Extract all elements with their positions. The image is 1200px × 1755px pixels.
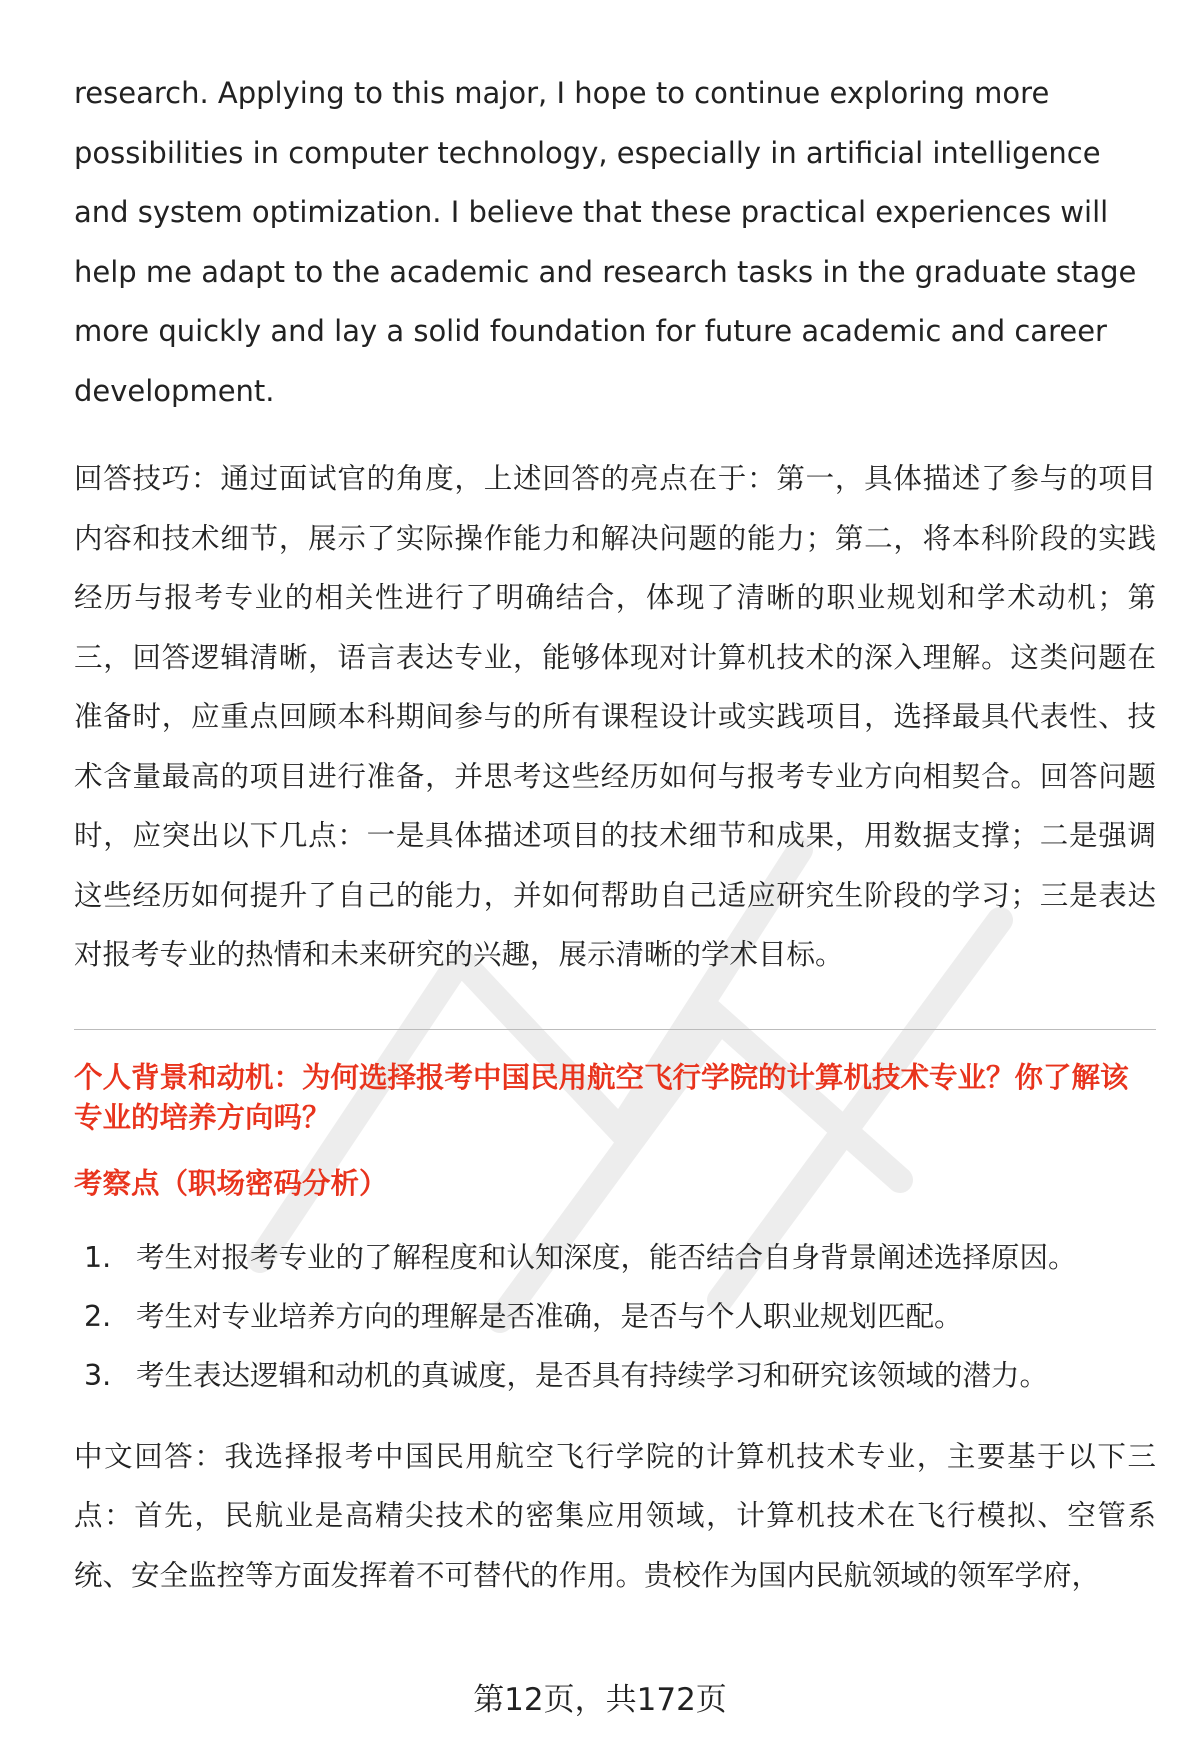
list-item xyxy=(74,1346,1156,1405)
question-heading: 个人背景和动机：为何选择报考中国民用航空飞行学院的计算机技术专业？你了解该专业的培养方向吗？ xyxy=(74,1060,1129,1134)
section-divider xyxy=(74,1029,1156,1030)
page-footer: 第12页，共172页 xyxy=(473,1682,727,1718)
list-text: 考生对报考专业的了解程度和认知深度，能否结合自身背景阐述选择原因。 xyxy=(136,1240,1077,1274)
list-item xyxy=(74,1228,1156,1287)
tips-text: 通过面试官的角度，上述回答的亮点在于：第一，具体描述了参与的项目内容和技术细节，展示了实际操作能力和解决问题的能力；第二，将本科阶段的实践经历与报考专业的相关性进行了明确结合，体现了清晰的职业规划和学术动机；第三，回答逻辑清晰，语言表达专业，能够体现对计算机技术的深入理解。这类问题在准备时，应重点回顾本科期间参与的所有课程设计或实践项目，选择最具代表性、技术含量最高的项目进行准备，并思考这些经历如何与报考专业方向相契合。回答问题时，应突出以下几点：一是具体描述项目的技术细节和成果，用数据支撑；二是强调这些经历如何提升了自己的能力，并如何帮助自己适应研究生阶段的学习；三是表达对报考专业的热情和未来研究的兴趣，展示清晰的学术目标。 xyxy=(74,462,1156,971)
answer-label: 中文回答： xyxy=(74,1439,225,1473)
list-number: 1. xyxy=(84,1240,112,1274)
list-item xyxy=(74,1287,1156,1346)
chinese-answer xyxy=(74,1427,1156,1606)
answer-text: 我选择报考中国民用航空飞行学院的计算机技术专业，主要基于以下三点：首先，民航业是高精尖技术的密集应用领域，计算机技术在飞行模拟、空管系统、安全监控等方面发挥着不可替代的作用。贵校作为国内民航领域的领军学府， xyxy=(74,1439,1156,1592)
assessment-heading: 考察点（职场密码分析） xyxy=(74,1166,388,1200)
continued-paragraph: research. Applying to this major, I hope to continue exploring more possibilities in computer technology, especially in artificial intelligence and system optimization. I believe that these practical experiences will help me adapt to the academic and research tasks in the graduate stage more quickly and lay a solid foundation for future academic and career development. xyxy=(74,76,1137,408)
assessment-points xyxy=(74,1228,1156,1405)
list-number: 3. xyxy=(84,1358,112,1392)
list-text: 考生对专业培养方向的理解是否准确，是否与个人职业规划匹配。 xyxy=(136,1299,963,1333)
list-text: 考生表达逻辑和动机的真诚度，是否具有持续学习和研究该领域的潜力。 xyxy=(136,1358,1049,1392)
document-page xyxy=(74,64,1156,1605)
list-number: 2. xyxy=(84,1299,112,1333)
answer-tips xyxy=(74,449,1156,985)
tips-label: 回答技巧： xyxy=(74,462,221,495)
